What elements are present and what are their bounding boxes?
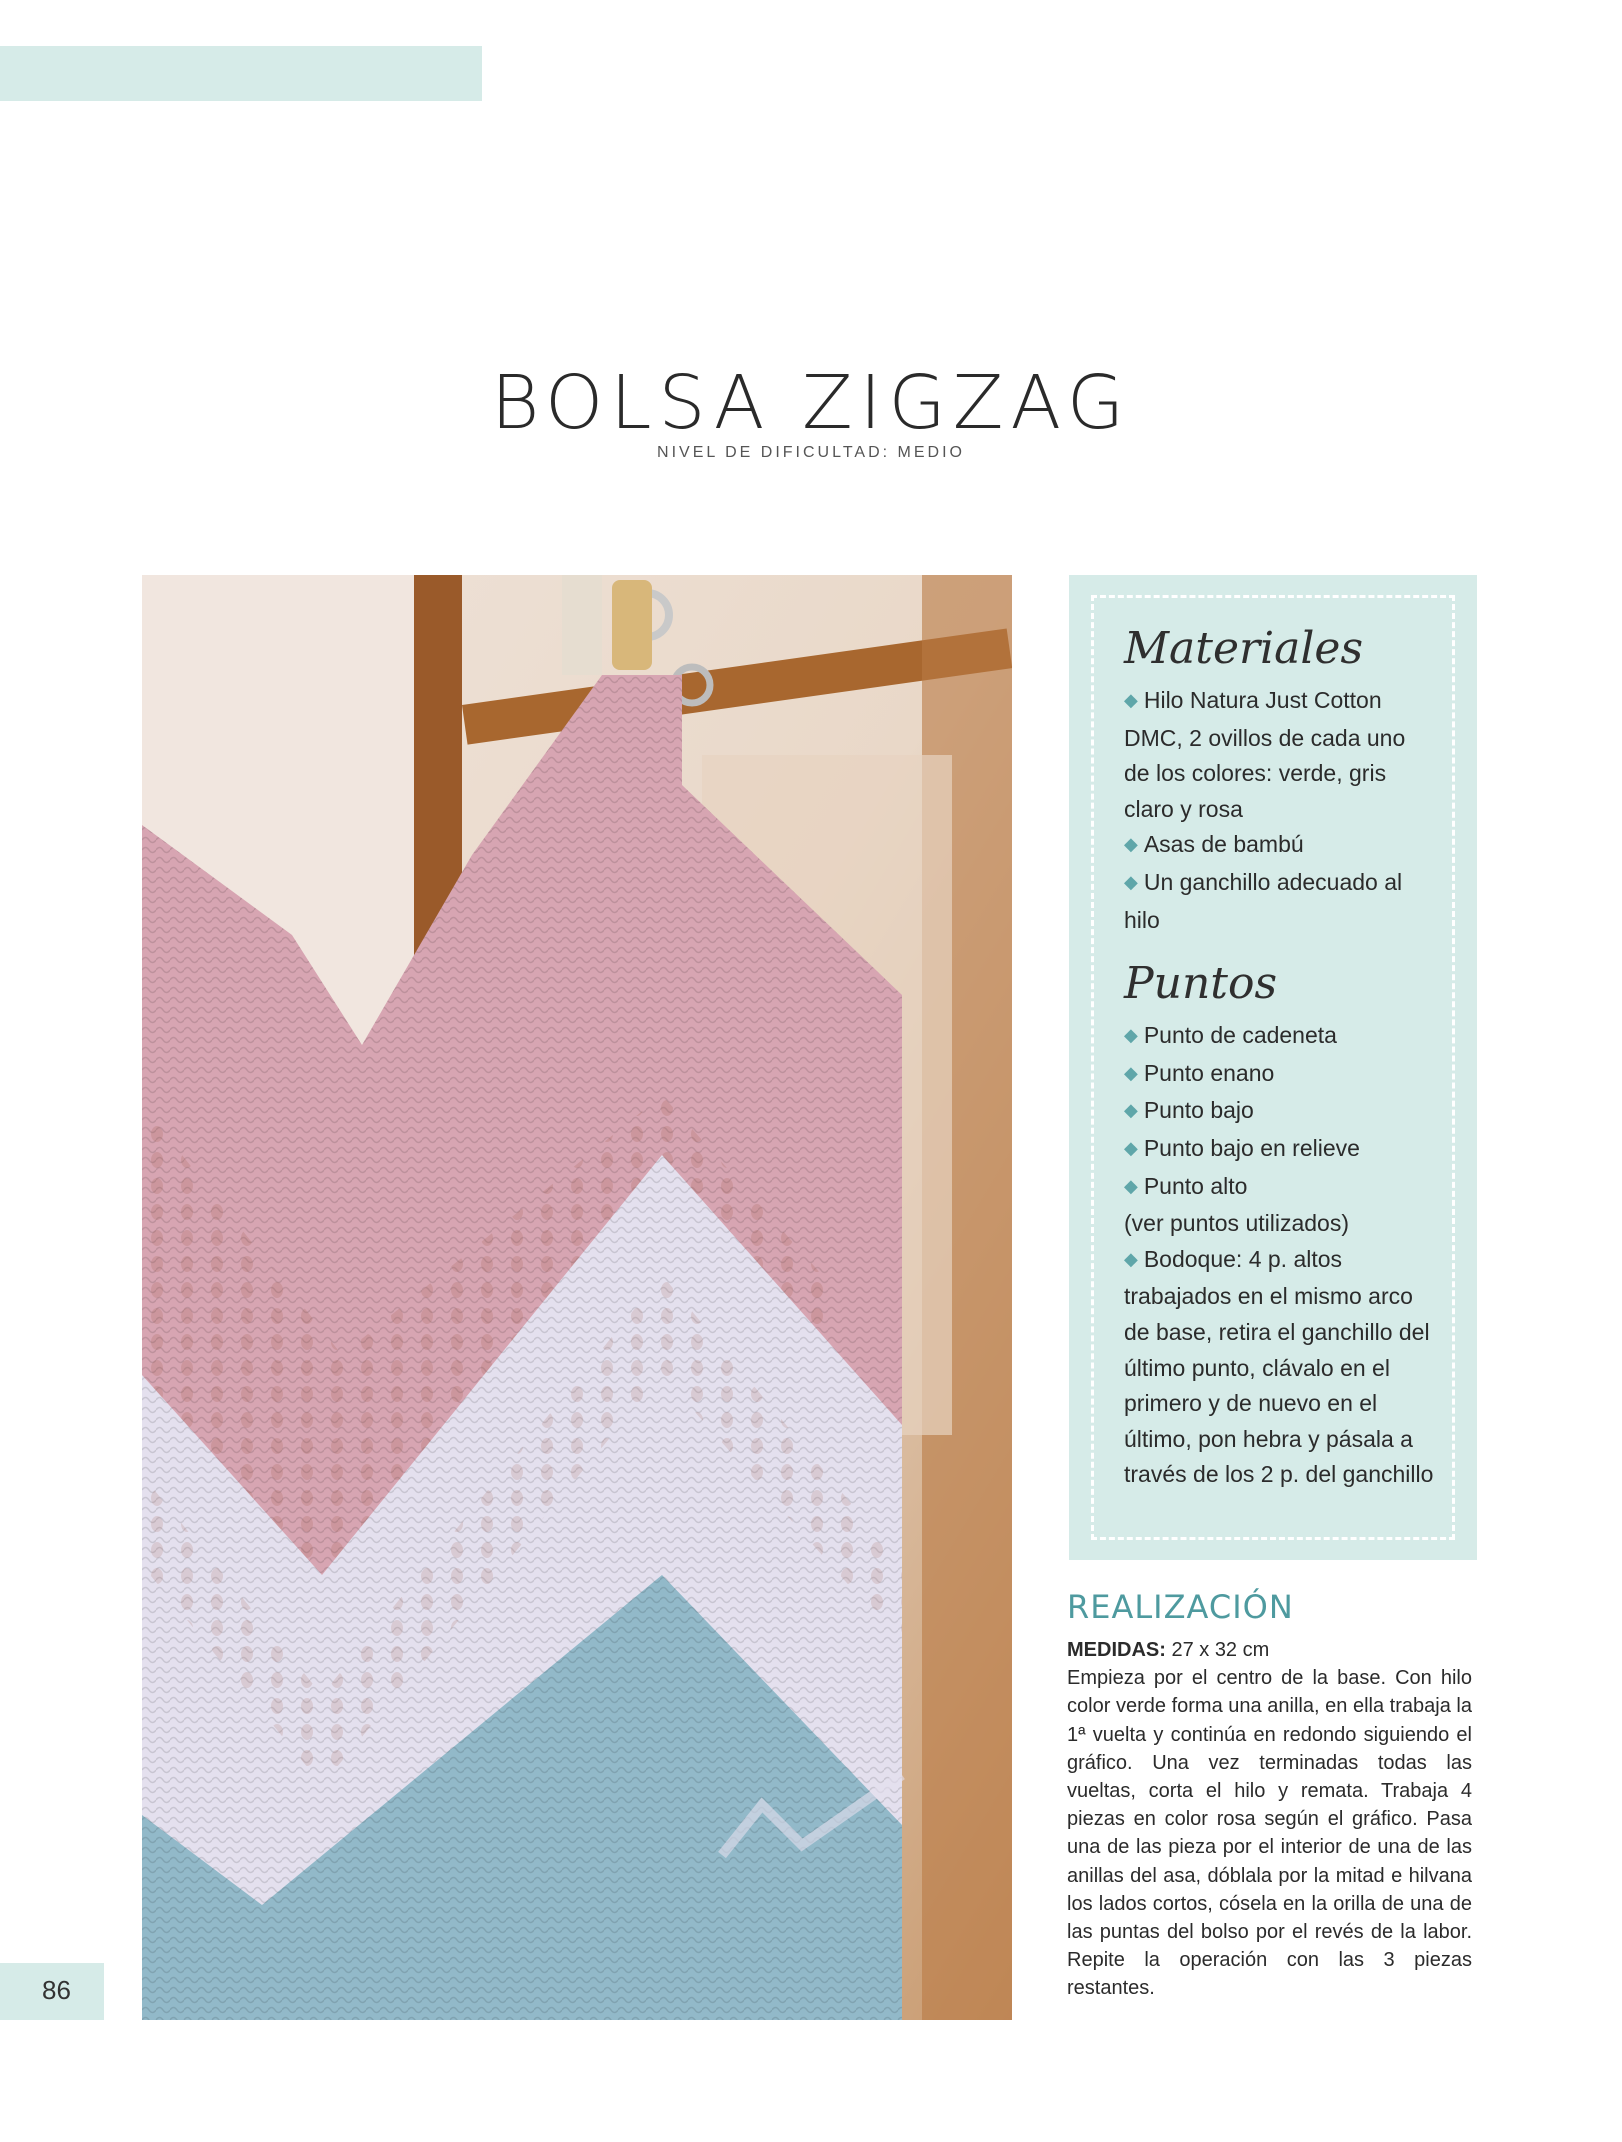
list-item: ◆ Bodoque: 4 p. altos trabajados en el mismo arco de base, retira el ganchillo del último punto, clávalo en el primero y de nuevo en el último, pon hebra y pásala a través de los 2 p. del ganchillo (1124, 1245, 1434, 1488)
bamboo-handle (612, 580, 652, 670)
diamond-bullet-icon: ◆ (1124, 871, 1138, 892)
diamond-bullet-icon: ◆ (1124, 1248, 1138, 1269)
list-item: ◆ Asas de bambú (1124, 831, 1304, 858)
diamond-bullet-icon: ◆ (1124, 1100, 1138, 1121)
diamond-bullet-icon: ◆ (1124, 834, 1138, 855)
materials-heading: Materiales (1124, 623, 1364, 674)
measures-label: MEDIDAS: (1067, 1639, 1166, 1661)
realizacion-body (1067, 1636, 1472, 2003)
list-item: ◆ Hilo Natura Just Cotton DMC, 2 ovillos de cada uno de los colores: verde, gris claro y rosa (1124, 687, 1406, 822)
top-accent-band (0, 46, 482, 101)
diamond-bullet-icon: ◆ (1124, 1025, 1138, 1046)
list-item: ◆ Punto alto (1124, 1172, 1248, 1199)
realizacion-heading: REALIZACIÓN (1067, 1588, 1294, 1626)
list-item: ◆ Punto de cadeneta (1124, 1022, 1337, 1049)
diamond-bullet-icon: ◆ (1124, 1137, 1138, 1158)
list-item: ◆ Un ganchillo adecuado al hilo (1124, 868, 1403, 933)
measures-value: 27 x 32 cm (1171, 1639, 1270, 1661)
stitches-note: (ver puntos utilizados) (1124, 1210, 1349, 1237)
stitches-heading: Puntos (1124, 958, 1278, 1010)
diamond-bullet-icon: ◆ (1124, 690, 1138, 710)
instructions-text: Empieza por el centro de la base. Con hilo color verde forma una anilla, en ella trabaja la 1ª vuelta y continúa en redondo siguiendo el gráfico. Una vez terminadas todas las vueltas, corta el hilo y remata. Trabaja 4 piezas en color rosa según el gráfico. Pasa una de las pieza por el interior de una de las anillas del asa, dóblala por la mitad e hilvana los lados cortos, cósela en la orilla de una de las puntas del bolso por el revés de la labor. Repite la operación con las 3 piezas restantes. (1067, 1667, 1472, 2000)
list-item: ◆ Punto bajo en relieve (1124, 1134, 1360, 1161)
page-number: 86 (42, 1975, 71, 2005)
list-item: ◆ Punto bajo (1124, 1097, 1254, 1124)
diamond-bullet-icon: ◆ (1124, 1175, 1138, 1196)
page-title: BOLSA ZIGZAG (490, 360, 1132, 446)
crochet-bag-photo (142, 575, 1012, 2020)
materials-content (1124, 621, 1434, 1493)
materials-box (1069, 575, 1477, 1560)
list-item: ◆ Punto enano (1124, 1059, 1275, 1086)
difficulty-level: NIVEL DE DIFICULTAD: MEDIO (657, 444, 965, 461)
diamond-bullet-icon: ◆ (1124, 1062, 1138, 1083)
